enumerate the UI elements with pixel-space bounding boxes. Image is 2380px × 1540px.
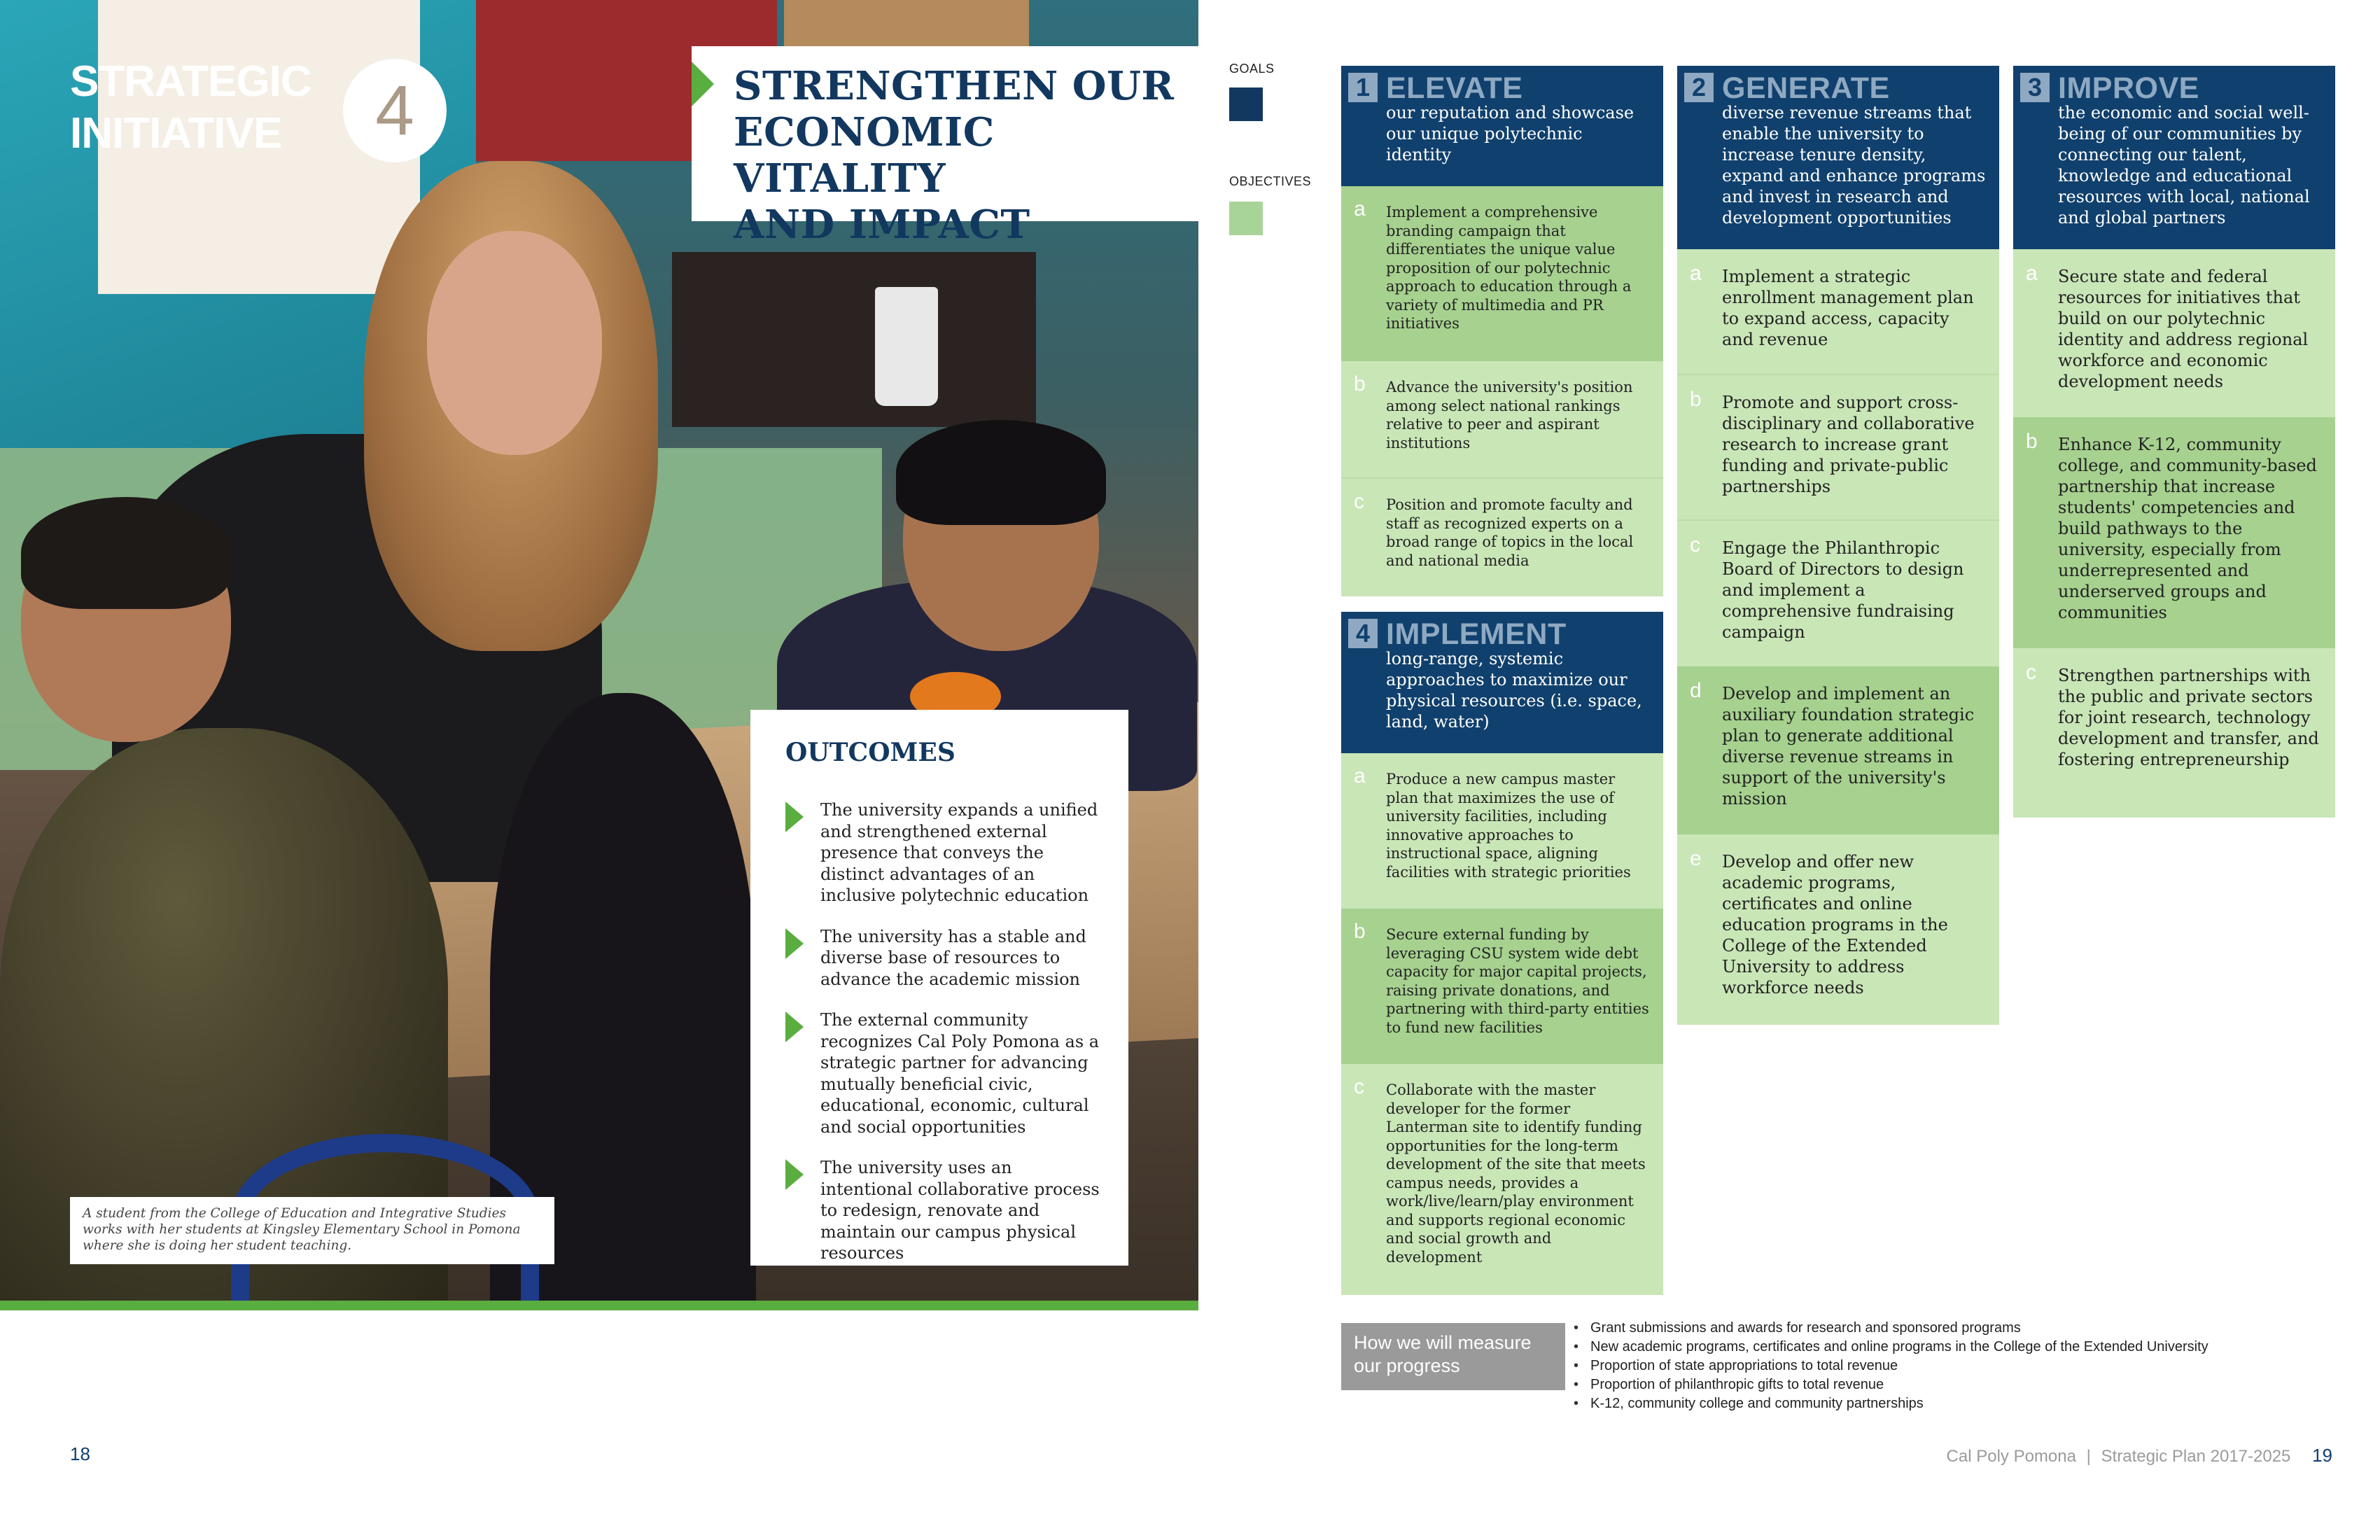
objective-text: Engage the Philanthropic Board of Directors to design and implement a comprehensive fundraising campaign [1722,538,1964,642]
goal-title: GENERATE [1722,71,1890,105]
objective-text: Strengthen partnerships with the public and private sectors for joint research, technology development and transfer, and fostering entrepreneurship [2058,666,2319,769]
initiative-label-line1: STRATEGIC [70,57,312,106]
objective-letter: c [1354,490,1364,513]
photo-shelf [672,252,1036,427]
objective-text: Secure state and federal resources for initiatives that build on our polytechnic identity and address regional workforce and economic development needs [2058,267,2309,391]
green-divider-strip [0,1301,1198,1310]
objective-letter: b [1690,388,1702,411]
objective-3b [2013,417,2335,648]
title-line-1: STRENGTHEN OUR [734,63,1175,109]
measure-progress-label: How we will measure our progress [1341,1323,1565,1390]
goal-2-header [1677,66,1999,249]
objective-text: Collaborate with the master developer for the former Lanterman site to identify funding opportunities for the long-term development of the site that meets campus needs, provides a work/live/learn/play environment and supports regional economic and social growth and development [1386,1082,1646,1266]
triangle-bullet-icon [785,802,804,832]
footer-separator: | [2086,1447,2091,1466]
objective-letter: a [1690,262,1702,285]
triangle-bullet-icon [785,928,804,959]
title-line-3: AND IMPACT [734,202,1030,248]
objective-text: Enhance K-12, community college, and community-based partnership that increase students' competencies and build pathways to the university, especially from underrepresented and underserved groups and communities [2058,435,2317,622]
initiative-title-box [692,46,1198,248]
measure-item: • New academic programs, certificates and online programs in the College of the Extended University [1574,1338,2208,1357]
outcomes-list [785,799,1103,1264]
outcome-text: The university uses an intentional collaborative process to redesign, renovate and maintain our campus physical resources [820,1158,1100,1263]
measure-item: • K-12, community college and community partnerships [1574,1394,2208,1413]
outcome-text: The external community recognizes Cal Poly Pomona as a strategic partner for advancing mutually beneficial civic, educational, economic, cultural and social opportunities [820,1010,1100,1137]
title-line-2: ECONOMIC VITALITY [734,109,995,202]
measure-item: • Proportion of philanthropic gifts to total revenue [1574,1376,2208,1394]
measure-item: • Grant submissions and awards for research and sponsored programs [1574,1319,2208,1338]
goal-title: ELEVATE [1386,71,1523,105]
triangle-bullet-icon [785,1159,804,1190]
objective-letter: d [1690,679,1702,702]
objective-text: Develop and offer new academic programs, certificates and online education programs in the College of the Extended University to address workforce needs [1722,852,1948,997]
goal-1-header [1341,66,1663,186]
initiative-label-line2: INITIATIVE [70,109,282,158]
objective-letter: b [1354,372,1366,396]
goal-title: IMPROVE [2058,71,2199,105]
photo-boy-left-hair [21,497,231,609]
objective-letter: c [1690,533,1700,556]
goal-column-2 [1677,66,1999,1025]
objective-2b [1677,374,1999,519]
objective-letter: a [1354,764,1366,788]
outcome-item [785,799,1103,906]
objective-1b [1341,361,1663,477]
outcomes-heading: OUTCOMES [785,738,955,767]
goal-number: 4 [1348,619,1378,648]
legend-objectives-swatch [1229,202,1263,235]
objective-4b [1341,909,1663,1064]
objective-text: Implement a comprehensive branding campaign that differentiates the unique value proposition of our polytechnic approach to education through a variety of multimedia and PR initiatives [1386,204,1632,332]
objective-letter: e [1690,847,1702,870]
objective-letter: a [2026,262,2038,285]
photo-cup [875,287,938,406]
footer-institution: Cal Poly Pomona [1946,1447,2076,1466]
page-number-left: 18 [70,1443,90,1464]
objective-text: Advance the university's position among select national rankings relative to peer and aspirant institutions [1386,379,1633,451]
goal-title: IMPLEMENT [1386,617,1567,651]
objective-text: Develop and implement an auxiliary foundation strategic plan to generate additional diverse revenue streams in support of the university's mission [1722,684,1975,808]
objective-letter: c [2026,661,2036,684]
legend [1229,62,1311,235]
objective-text: Position and promote faculty and staff as recognized experts on a broad range of topics in the local and national media [1386,496,1634,569]
objective-text: Implement a strategic enrollment management plan to expand access, capacity and revenue [1722,267,1974,349]
title-arrow-icon [692,62,714,106]
objective-letter: b [1354,920,1366,943]
outcome-item [785,1009,1103,1138]
initiative-title [734,63,1198,248]
objective-letter: a [1354,197,1366,220]
goal-column-1 [1341,66,1663,1295]
objective-2d [1677,666,1999,834]
objective-text: Secure external funding by leveraging CSU system wide debt capacity for major capital projects, raising private donations, and partnering with third-party entities to fund new facilities [1386,926,1649,1036]
goal-number: 2 [1684,73,1714,102]
goal-4-header [1341,612,1663,753]
objective-letter: c [1354,1075,1364,1098]
objective-2e [1677,834,1999,1025]
photo-teacher-face [427,231,602,455]
outcome-item [785,1157,1103,1264]
objective-4a [1341,753,1663,909]
outcome-text: The university has a stable and diverse base of resources to advance the academic mission [820,926,1086,989]
objective-1a [1341,186,1663,361]
initiative-number-badge: 4 [343,59,447,162]
goal-description: long-range, systemic approaches to maximize our physical resources (i.e. space, land, water) [1386,649,1642,732]
objective-3c [2013,648,2335,818]
objective-text: Produce a new campus master plan that maximizes the use of university facilities, including innovative approaches to instructional space, aligning facilities with strategic priorities [1386,771,1631,881]
outcome-text: The university expands a unified and strengthened external presence that conveys the distinct advantages of an inclusive polytechnic education [820,800,1098,905]
measure-item: • Proportion of state appropriations to total revenue [1574,1357,2208,1376]
outcome-item [785,926,1103,990]
objective-2c [1677,519,1999,666]
goal-description: our reputation and showcase our unique polytechnic identity [1386,103,1634,164]
objective-text: Promote and support cross-disciplinary and collaborative research to increase grant funding and private-public partnerships [1722,393,1975,496]
footer-document-title: Strategic Plan 2017-2025 [2101,1447,2291,1466]
legend-goals-label: GOALS [1229,62,1275,76]
goal-number: 1 [1348,73,1378,102]
page-number-right: 19 [2312,1445,2332,1466]
photo-boy-right-hair [896,420,1106,525]
legend-objectives-label: OBJECTIVES [1229,174,1312,188]
legend-goals-swatch [1229,88,1263,121]
measure-progress-list [1574,1319,2208,1413]
objective-4c [1341,1064,1663,1295]
goal-description: diverse revenue streams that enable the university to increase tenure density, expand and enhance programs and invest in research and development opportunities [1722,103,1986,227]
goal-column-3 [2013,66,2335,818]
objective-3a [2013,249,2335,417]
triangle-bullet-icon [785,1011,804,1042]
objective-1c [1341,477,1663,596]
goal-3-header [2013,66,2335,249]
footer-right [1947,1445,2332,1466]
objective-letter: b [2026,430,2038,453]
photo-caption: A student from the College of Education and Integrative Studies works with her students at Kingsley Elementary School in Pomona where she is doing her student teaching. [70,1197,554,1264]
goal-description: the economic and social well-being of our communities by connecting our talent, knowledge and educational resources with local, national and global partners [2058,103,2310,227]
goal-number: 3 [2020,73,2050,102]
initiative-label [70,56,312,160]
outcomes-box [750,710,1128,1266]
objective-2a [1677,249,1999,374]
